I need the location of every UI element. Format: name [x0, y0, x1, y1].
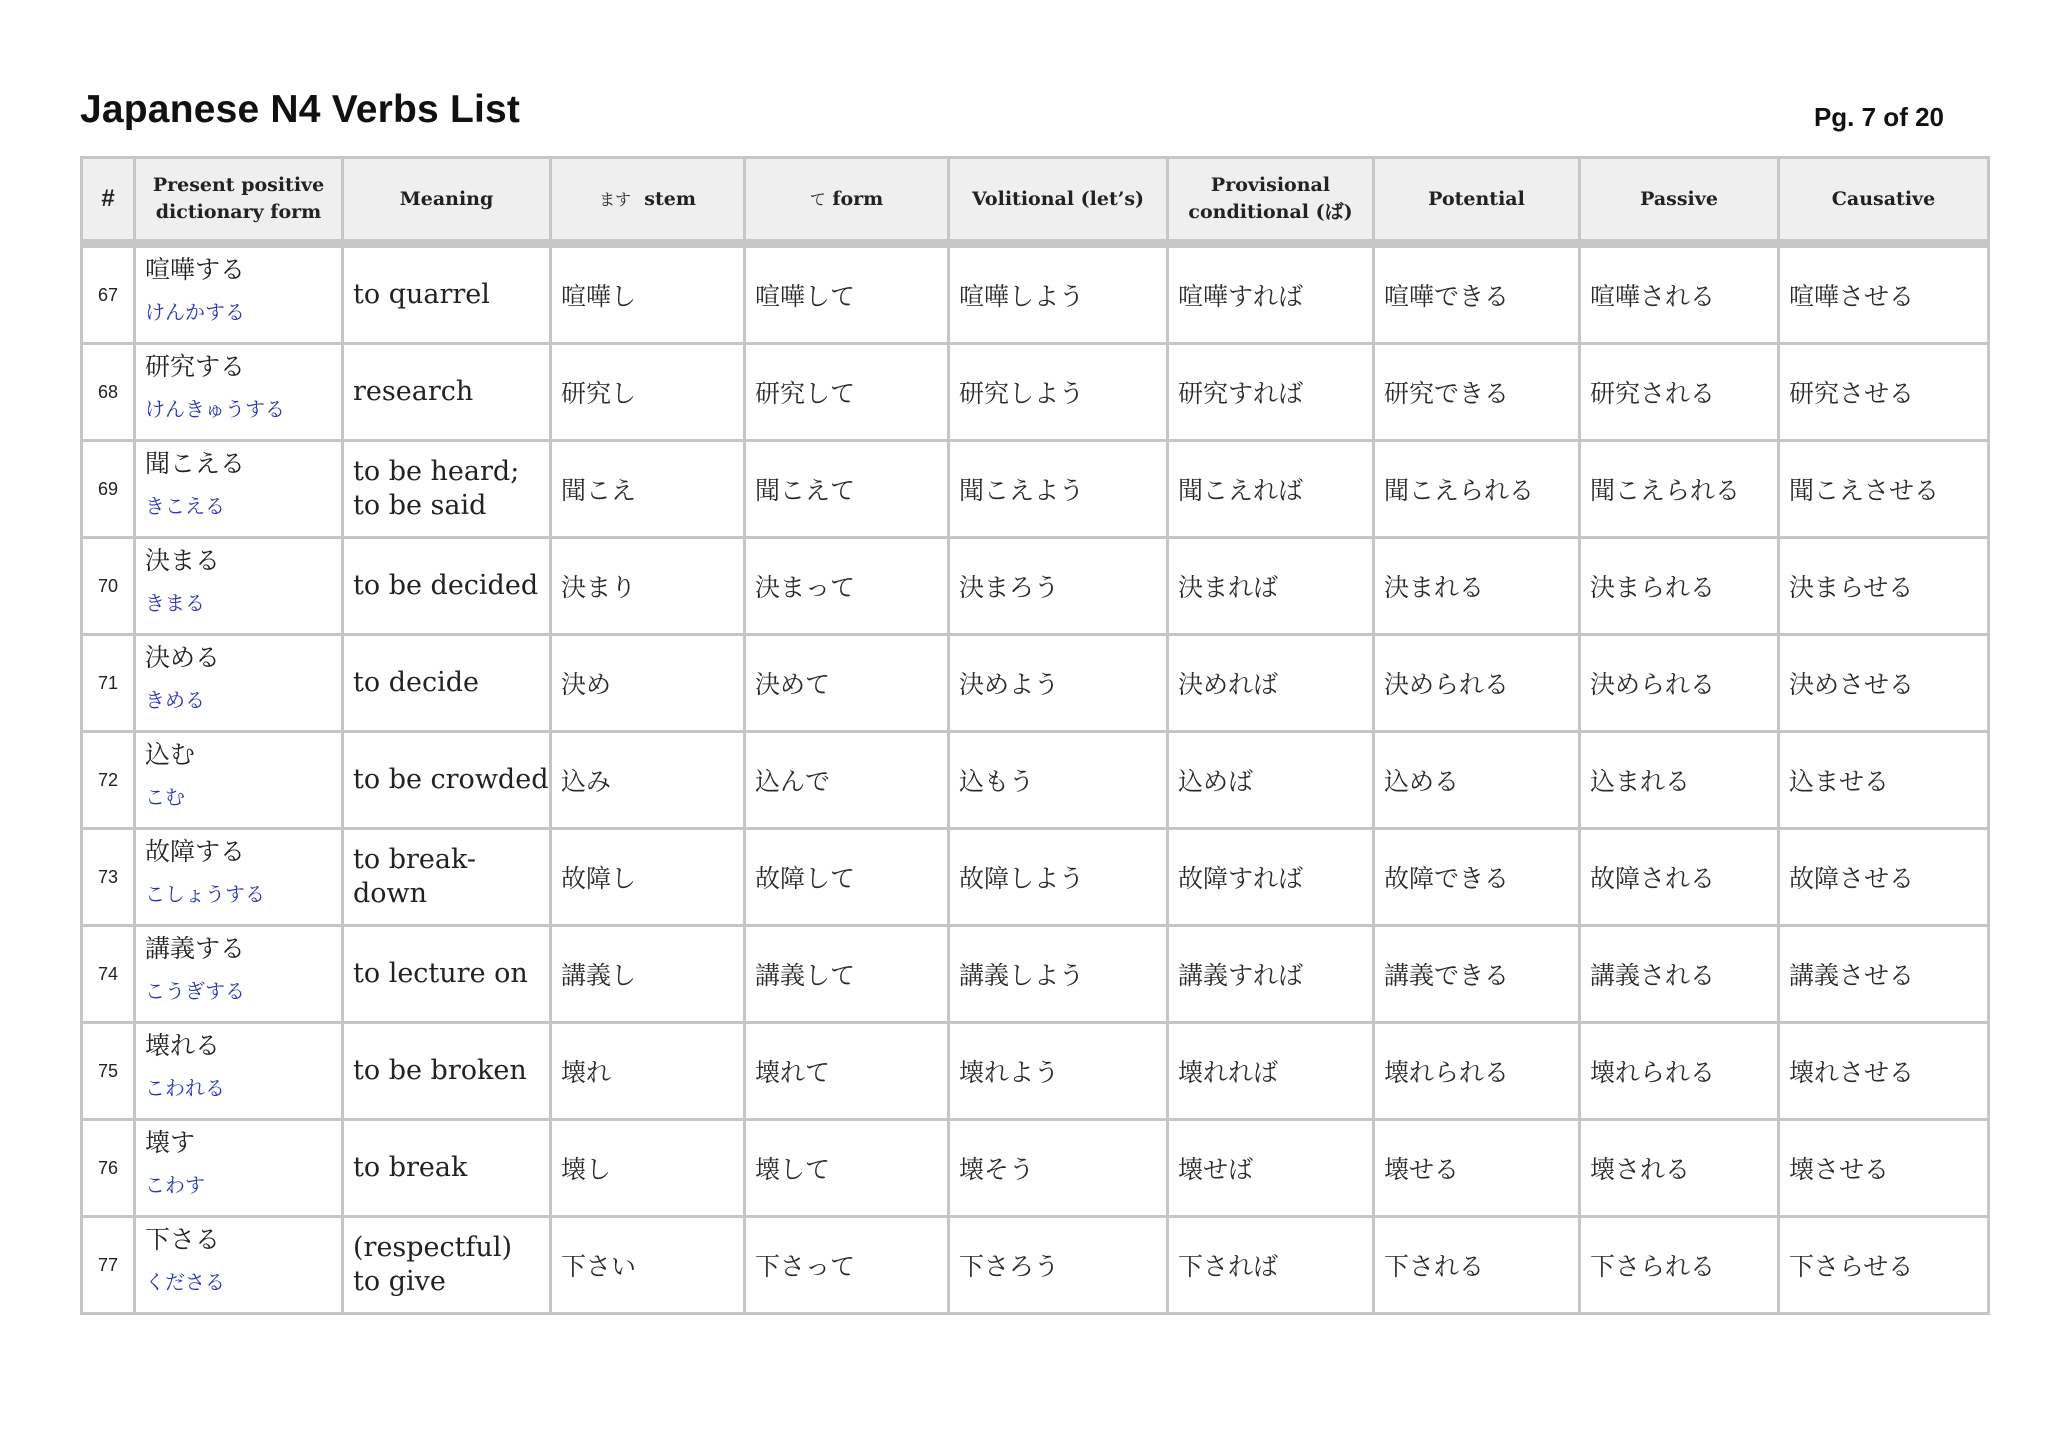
row-number: 71 [83, 636, 133, 730]
masu-stem-cell: 研究し [552, 345, 743, 439]
row-number: 69 [83, 442, 133, 536]
te-form-cell: 喧嘩して [746, 248, 947, 342]
meaning-cell [344, 442, 549, 536]
passive-cell: 聞こえられる [1581, 442, 1777, 536]
meaning-cell [344, 830, 549, 924]
verb-kanji: 込む [145, 740, 196, 769]
header-passive: Passive [1581, 159, 1777, 239]
meaning-line: to decide [353, 667, 479, 698]
masu-stem-cell: 決まり [552, 539, 743, 633]
header-meaning: Meaning [344, 159, 549, 239]
potential-cell: 壊せる [1375, 1121, 1578, 1215]
verb-reading: けんきゅうする [145, 397, 285, 421]
meaning-line: to be heard; [353, 456, 520, 487]
header-te-form: て form [746, 159, 947, 239]
table-row [83, 830, 1987, 924]
volitional-cell: 決まろう [950, 539, 1166, 633]
dictionary-form-cell [136, 345, 341, 439]
volitional-cell: 下さろう [950, 1218, 1166, 1312]
meaning-line: to be said [353, 490, 487, 521]
te-form-cell: 決まって [746, 539, 947, 633]
dictionary-form-cell [136, 539, 341, 633]
meaning-line: to quarrel [353, 279, 490, 310]
provisional-cell: 込めば [1169, 733, 1372, 827]
causative-cell: 壊させる [1780, 1121, 1987, 1215]
verb-reading: こむ [145, 785, 185, 809]
meaning-line: to break-down [353, 844, 476, 909]
meaning-cell [344, 345, 549, 439]
provisional-cell: 壊せば [1169, 1121, 1372, 1215]
masu-stem-cell: 講義し [552, 927, 743, 1021]
verb-kanji: 決まる [145, 546, 221, 575]
meaning-cell [344, 1218, 549, 1312]
table-row [83, 248, 1987, 342]
passive-cell: 研究される [1581, 345, 1777, 439]
provisional-cell: 決めれば [1169, 636, 1372, 730]
meaning-cell [344, 1024, 549, 1118]
provisional-cell: 研究すれば [1169, 345, 1372, 439]
verb-kanji: 決める [145, 643, 221, 672]
meaning-cell [344, 927, 549, 1021]
verb-kanji: 研究する [145, 352, 246, 381]
causative-cell: 壊れさせる [1780, 1024, 1987, 1118]
potential-cell: 決められる [1375, 636, 1578, 730]
meaning-line: to be crowded [353, 764, 549, 795]
volitional-cell: 壊れよう [950, 1024, 1166, 1118]
volitional-cell: 込もう [950, 733, 1166, 827]
verb-kanji: 下さる [145, 1225, 221, 1254]
dictionary-form-cell [136, 442, 341, 536]
header-causative: Causative [1780, 159, 1987, 239]
row-number: 74 [83, 927, 133, 1021]
potential-cell: 聞こえられる [1375, 442, 1578, 536]
verb-reading: けんかする [145, 300, 245, 324]
meaning-line: to give [353, 1266, 446, 1297]
potential-cell: 喧嘩できる [1375, 248, 1578, 342]
page-number: Pg. 7 of 20 [1813, 102, 1944, 132]
te-form-cell: 講義して [746, 927, 947, 1021]
table-body [83, 248, 1987, 1312]
masu-stem-cell: 込み [552, 733, 743, 827]
row-number: 68 [83, 345, 133, 439]
te-form-cell: 故障して [746, 830, 947, 924]
masu-stem-cell: 下さい [552, 1218, 743, 1312]
table-row [83, 636, 1987, 730]
dictionary-form-cell [136, 1218, 341, 1312]
meaning-cell [344, 248, 549, 342]
row-number: 76 [83, 1121, 133, 1215]
te-form-cell: 下さって [746, 1218, 947, 1312]
header-provisional: Provisional conditional (ば) [1169, 159, 1372, 239]
volitional-cell: 研究しよう [950, 345, 1166, 439]
dictionary-form-cell [136, 1024, 341, 1118]
meaning-cell [344, 636, 549, 730]
causative-cell: 故障させる [1780, 830, 1987, 924]
row-number: 72 [83, 733, 133, 827]
document-title: Japanese N4 Verbs List [80, 88, 521, 131]
table-header [83, 159, 1987, 245]
verb-reading: こわれる [145, 1076, 225, 1100]
meaning-cell [344, 733, 549, 827]
passive-cell: 下さられる [1581, 1218, 1777, 1312]
te-form-cell: 決めて [746, 636, 947, 730]
verb-reading: きまる [145, 591, 205, 615]
meaning-line: (respectful) [353, 1232, 513, 1263]
verb-kanji: 喧嘩する [145, 255, 246, 284]
header-potential: Potential [1375, 159, 1578, 239]
header-num: # [83, 159, 133, 239]
potential-cell: 下される [1375, 1218, 1578, 1312]
te-form-cell: 壊れて [746, 1024, 947, 1118]
passive-cell: 込まれる [1581, 733, 1777, 827]
meaning-line: to lecture on [353, 958, 528, 989]
causative-cell: 喧嘩させる [1780, 248, 1987, 342]
verb-reading: くださる [145, 1270, 225, 1294]
passive-cell: 決まられる [1581, 539, 1777, 633]
verb-kanji: 聞こえる [145, 449, 246, 478]
masu-stem-cell: 喧嘩し [552, 248, 743, 342]
row-number: 67 [83, 248, 133, 342]
meaning-cell [344, 1121, 549, 1215]
header-volitional: Volitional (let’s) [950, 159, 1166, 239]
potential-cell: 故障できる [1375, 830, 1578, 924]
potential-cell: 込める [1375, 733, 1578, 827]
potential-cell: 壊れられる [1375, 1024, 1578, 1118]
row-number: 77 [83, 1218, 133, 1312]
table-row [83, 733, 1987, 827]
row-number: 75 [83, 1024, 133, 1118]
dictionary-form-cell [136, 1121, 341, 1215]
verb-kanji: 故障する [145, 837, 246, 866]
masu-stem-cell: 故障し [552, 830, 743, 924]
table-row [83, 1024, 1987, 1118]
header-masu-stem: ます stem [552, 159, 743, 239]
masu-stem-cell: 決め [552, 636, 743, 730]
dictionary-form-cell [136, 927, 341, 1021]
dictionary-form-cell [136, 830, 341, 924]
masu-stem-cell: 壊れ [552, 1024, 743, 1118]
passive-cell: 壊される [1581, 1121, 1777, 1215]
volitional-cell: 決めよう [950, 636, 1166, 730]
te-form-cell: 壊して [746, 1121, 947, 1215]
verb-reading: こわす [145, 1173, 205, 1197]
row-number: 73 [83, 830, 133, 924]
potential-cell: 決まれる [1375, 539, 1578, 633]
verbs-table [80, 156, 1990, 1315]
verb-reading: きめる [145, 688, 205, 712]
passive-cell: 故障される [1581, 830, 1777, 924]
volitional-cell: 喧嘩しよう [950, 248, 1166, 342]
provisional-cell: 壊れれば [1169, 1024, 1372, 1118]
provisional-cell: 聞こえれば [1169, 442, 1372, 536]
dictionary-form-cell [136, 733, 341, 827]
dictionary-form-cell [136, 636, 341, 730]
provisional-cell: 講義すれば [1169, 927, 1372, 1021]
table-row [83, 442, 1987, 536]
provisional-cell: 下されば [1169, 1218, 1372, 1312]
table-row [83, 345, 1987, 439]
dictionary-form-cell [136, 248, 341, 342]
verb-reading: きこえる [145, 494, 225, 518]
meaning-cell [344, 539, 549, 633]
masu-stem-cell: 聞こえ [552, 442, 743, 536]
table-row [83, 1218, 1987, 1312]
meaning-line: to be broken [353, 1055, 527, 1086]
volitional-cell: 故障しよう [950, 830, 1166, 924]
causative-cell: 聞こえさせる [1780, 442, 1987, 536]
volitional-cell: 聞こえよう [950, 442, 1166, 536]
meaning-line: research [353, 376, 474, 407]
verb-kanji: 講義する [145, 934, 246, 963]
passive-cell: 喧嘩される [1581, 248, 1777, 342]
meaning-line: to be decided [353, 570, 539, 601]
potential-cell: 研究できる [1375, 345, 1578, 439]
table-row [83, 1121, 1987, 1215]
potential-cell: 講義できる [1375, 927, 1578, 1021]
causative-cell: 込ませる [1780, 733, 1987, 827]
causative-cell: 決めさせる [1780, 636, 1987, 730]
verb-reading: こうぎする [145, 979, 245, 1003]
passive-cell: 講義される [1581, 927, 1777, 1021]
passive-cell: 壊れられる [1581, 1024, 1777, 1118]
te-form-cell: 聞こえて [746, 442, 947, 536]
causative-cell: 下さらせる [1780, 1218, 1987, 1312]
volitional-cell: 壊そう [950, 1121, 1166, 1215]
te-form-cell: 込んで [746, 733, 947, 827]
masu-stem-cell: 壊し [552, 1121, 743, 1215]
table-row [83, 927, 1987, 1021]
row-number: 70 [83, 539, 133, 633]
provisional-cell: 故障すれば [1169, 830, 1372, 924]
verb-kanji: 壊れる [145, 1031, 221, 1060]
table-row [83, 539, 1987, 633]
verb-reading: こしょうする [145, 882, 265, 906]
header-dictionary-form: Present positive dictionary form [136, 159, 341, 239]
provisional-cell: 喧嘩すれば [1169, 248, 1372, 342]
provisional-cell: 決まれば [1169, 539, 1372, 633]
te-form-cell: 研究して [746, 345, 947, 439]
verb-kanji: 壊す [145, 1128, 196, 1157]
causative-cell: 決まらせる [1780, 539, 1987, 633]
causative-cell: 講義させる [1780, 927, 1987, 1021]
passive-cell: 決められる [1581, 636, 1777, 730]
causative-cell: 研究させる [1780, 345, 1987, 439]
volitional-cell: 講義しよう [950, 927, 1166, 1021]
meaning-line: to break [353, 1152, 468, 1183]
